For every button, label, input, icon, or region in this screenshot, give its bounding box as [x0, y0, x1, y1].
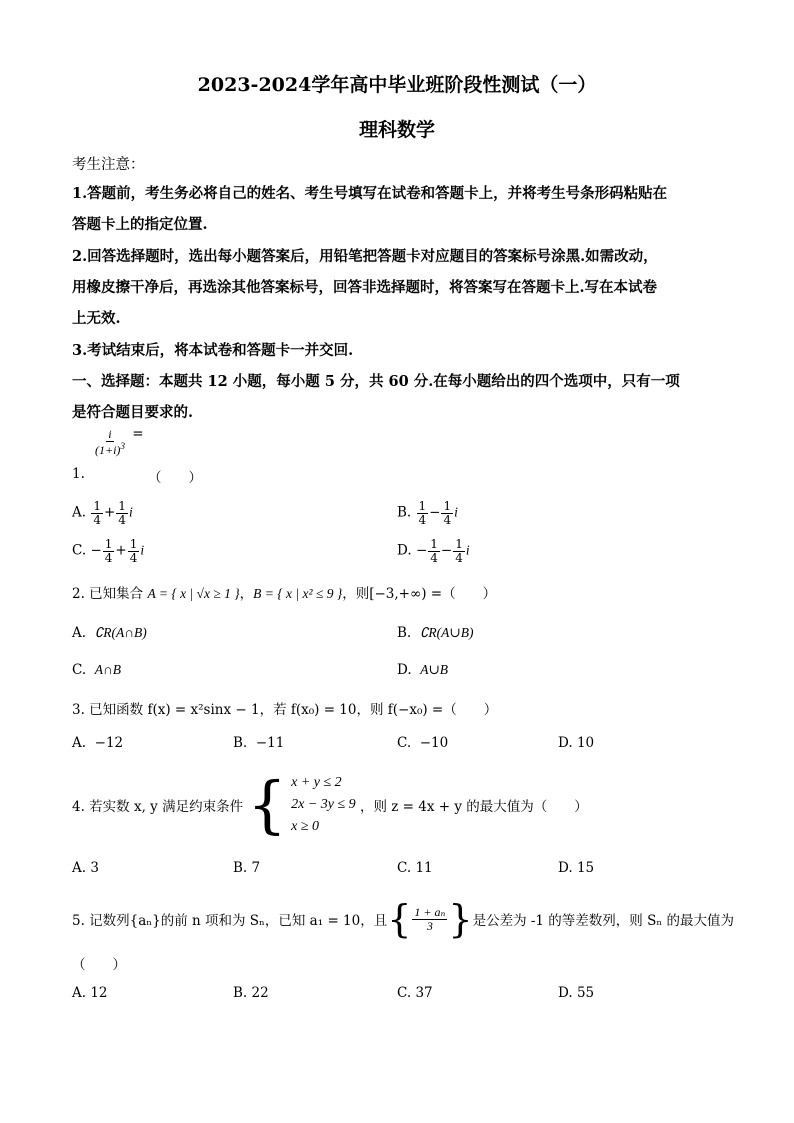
option-text: 11 [415, 860, 433, 876]
q3-stem: 3. 已知函数 f(x) = x²sinx − 1，若 f(x₀) = 10，则 f(−x₀) =（ ） [72, 702, 498, 718]
brace-right-icon: } [448, 897, 473, 941]
frac-num: 1 [455, 537, 463, 551]
fraction [128, 538, 140, 564]
frac-den: 3 [426, 918, 433, 933]
option-text: 37 [415, 985, 433, 1001]
notice-item-3: 3.考试结束后，将本试卷和答题卡一并交回. [72, 342, 354, 359]
brace-icon: { [247, 768, 287, 841]
option-label: B. [233, 860, 248, 876]
fraction [116, 500, 128, 526]
option-text: 12 [90, 985, 108, 1001]
q3-option-c [397, 735, 448, 751]
q4-option-c [397, 860, 433, 876]
q2-option-c [72, 662, 121, 678]
option-text: 7 [251, 860, 261, 876]
frac-num: 1 [418, 499, 427, 513]
q1-den-base: (1+i) [95, 442, 121, 457]
option-label: C. [72, 662, 87, 678]
exam-subject: 理科数学 [358, 119, 435, 141]
q1-option-b [397, 500, 458, 526]
section-heading-cont: 是符合题目要求的. [72, 404, 194, 421]
operator: − [440, 542, 453, 559]
option-text: A∩B [94, 662, 121, 677]
option-label: B. [397, 625, 412, 641]
q5-prefix: 5. 记数列{aₙ}的前 n 项和为 Sₙ，已知 a₁ = 10，且 [72, 913, 388, 929]
imag-unit: i [465, 542, 470, 558]
option-label: D. [558, 985, 573, 1001]
option-label: A. [72, 860, 87, 876]
constraint: x + y ≤ 2 [291, 775, 342, 790]
option-label: A. [72, 504, 87, 521]
operator: − [429, 504, 441, 521]
q2-option-b [397, 625, 473, 641]
q5-option-a [72, 985, 108, 1001]
operator: + [103, 504, 116, 521]
option-label: B. [233, 985, 248, 1001]
notice-item-1-cont: 答题卡上的指定位置. [72, 216, 208, 233]
option-text: 55 [576, 985, 595, 1001]
q1-frac-den [93, 442, 127, 457]
q4-suffix: ，则 z = 4x + y 的最大值为（ ） [359, 799, 588, 815]
notice-item-2-end: 上无效. [72, 310, 121, 327]
constraint: 2x − 3y ≤ 9 [291, 797, 356, 812]
option-label: B. [397, 504, 412, 521]
frac-den: 4 [443, 512, 452, 527]
q5-answer-paren: （ ） [72, 957, 126, 973]
sign: − [90, 542, 102, 559]
q5-option-d [558, 985, 594, 1001]
q4-option-d [558, 860, 594, 876]
option-text: −11 [255, 735, 285, 751]
option-label: C. [72, 542, 87, 559]
option-text: 22 [251, 985, 269, 1001]
frac-num: 1 [430, 537, 438, 551]
exam-title: 2023-2024学年高中毕业班阶段性测试（一） [197, 74, 597, 96]
option-label: D. [558, 735, 573, 751]
constraint: x ≥ 0 [291, 819, 320, 834]
frac-den: 4 [118, 512, 126, 527]
q4-prefix: 4. 若实数 x, y 满足约束条件 [72, 799, 244, 815]
q2-option-d [397, 662, 448, 678]
q1-fraction [93, 428, 127, 456]
imag-unit: i [454, 504, 458, 520]
q1-frac-num: i [108, 427, 112, 441]
frac-den: 4 [455, 550, 463, 565]
fraction [103, 538, 115, 564]
option-text: 10 [576, 735, 595, 751]
option-label: D. [397, 542, 412, 559]
option-text: ∁R(A∪B) [419, 625, 474, 640]
q2-stem [72, 582, 496, 602]
option-label: C. [397, 985, 412, 1001]
imag-unit: i [140, 542, 145, 558]
option-text: A∪B [420, 662, 449, 677]
brace-left-icon: { [387, 897, 412, 941]
fraction [91, 500, 103, 526]
option-text: 15 [576, 860, 595, 876]
frac-num: 1 + aₙ [414, 904, 446, 919]
q1-number: 1. [72, 466, 85, 482]
q4-constraints [291, 772, 356, 838]
q2-suffix: ，则[−3,+∞) =（ ） [342, 586, 497, 602]
frac-den: 4 [129, 550, 138, 565]
option-label: A. [72, 735, 87, 751]
operator: + [115, 542, 127, 559]
frac-den: 4 [430, 550, 438, 565]
option-text: ∁R(A∩B) [94, 625, 147, 640]
fraction [417, 500, 429, 526]
frac-den: 4 [93, 512, 101, 527]
option-label: D. [397, 662, 412, 678]
q2-prefix: 2. 已知集合 [72, 586, 144, 602]
q1-option-a [72, 500, 133, 526]
q5-suffix: 是公差为 -1 的等差数列，则 Sₙ 的最大值为 [472, 913, 734, 929]
option-label: A. [72, 985, 87, 1001]
q1-option-c [72, 538, 144, 564]
q1-equals: = [132, 425, 144, 442]
fraction [453, 538, 465, 564]
q5-fraction [412, 906, 447, 932]
notice-item-2: 2.回答选择题时，选出每小题答案后，用铅笔把答题卡对应题目的答案标号涂黑.如需改动， [72, 248, 658, 265]
frac-num: 1 [104, 537, 113, 551]
option-label: B. [233, 735, 248, 751]
option-label: D. [558, 860, 573, 876]
frac-num: 1 [93, 499, 101, 513]
section-heading: 一、选择题：本题共 12 小题，每小题 5 分，共 60 分.在每小题给出的四个选项中，只有一项 [72, 373, 680, 390]
fraction [441, 500, 453, 526]
option-label: C. [397, 735, 412, 751]
frac-den: 4 [104, 550, 113, 565]
q4-option-a [72, 860, 99, 876]
sign: − [415, 542, 428, 559]
frac-num: 1 [118, 499, 126, 513]
option-text: −12 [94, 735, 124, 751]
q5-option-c [397, 985, 433, 1001]
q1-den-exp: 3 [120, 440, 125, 451]
q2-comma: ， [239, 586, 254, 602]
q3-option-a [72, 735, 123, 751]
q1-stem [92, 425, 144, 457]
q4-stem [72, 768, 588, 841]
q2-set-a: A = { x | √x ≥ 1 } [147, 586, 240, 601]
q3-option-d [558, 735, 594, 751]
q2-set-b: B = { x | x² ≤ 9 } [253, 586, 343, 601]
q1-option-d [397, 538, 470, 564]
notice-heading: 考生注意： [72, 157, 145, 173]
notice-item-1: 1.答题前，考生务必将自己的姓名、考生号填写在试卷和答题卡上，并将考生号条形码粘贴在 [72, 185, 668, 202]
frac-num: 1 [443, 499, 452, 513]
imag-unit: i [128, 504, 133, 520]
fraction [428, 538, 440, 564]
q3-option-b [233, 735, 284, 751]
notice-item-2-cont: 用橡皮擦干净后，再选涂其他答案标号，回答非选择题时，将答案写在答题卡上.写在本试卷 [72, 279, 658, 296]
frac-num: 1 [129, 537, 138, 551]
q2-option-a [72, 625, 147, 641]
q1-answer-paren: （ ） [148, 470, 202, 486]
q4-option-b [233, 860, 260, 876]
option-text: 3 [90, 860, 99, 876]
option-label: C. [397, 860, 412, 876]
q5-stem [72, 897, 734, 941]
frac-den: 4 [418, 512, 427, 527]
option-label: A. [72, 625, 87, 641]
q5-option-b [233, 985, 269, 1001]
option-text: −10 [419, 735, 449, 751]
